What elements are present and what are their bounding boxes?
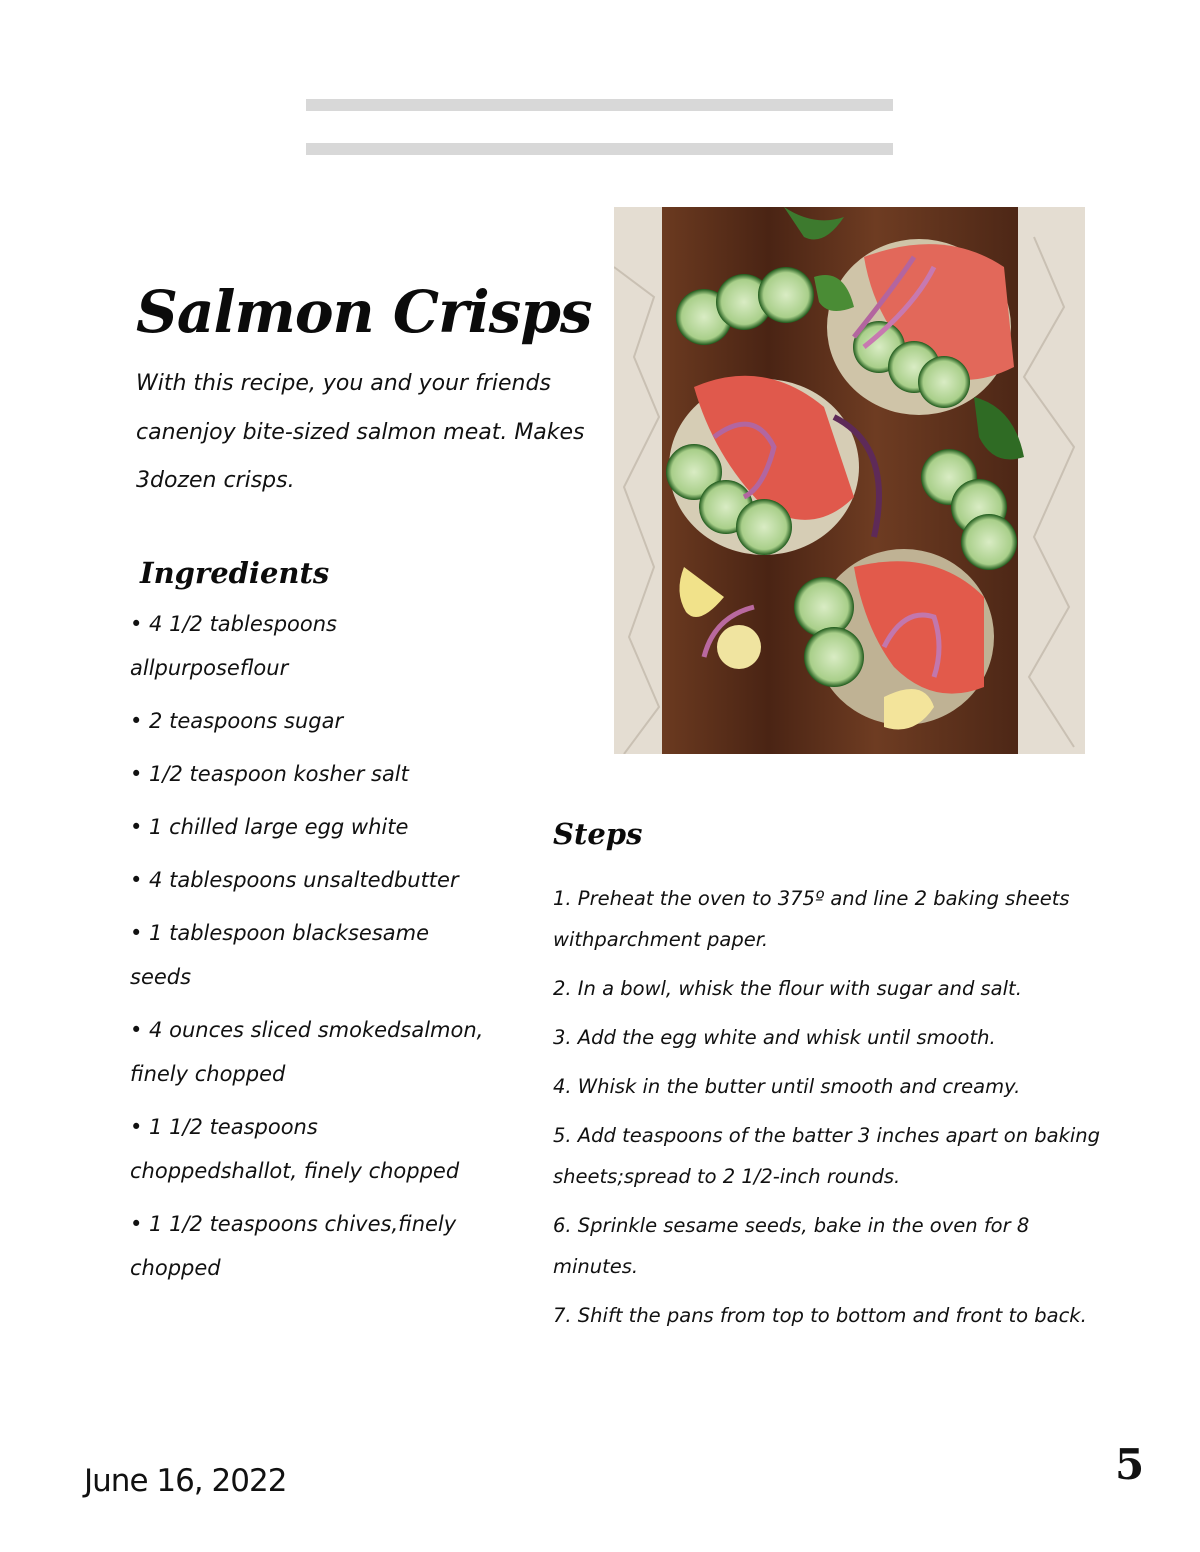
ingredients-heading: Ingredients xyxy=(140,556,330,590)
ingredient-item: • 1/2 teaspoon kosher salt xyxy=(130,762,409,786)
ingredient-item: • 4 tablespoons unsaltedbutter xyxy=(130,868,459,892)
recipe-photo xyxy=(614,207,1085,754)
ingredient-item: • 4 1/2 tablespoons allpurposeflour xyxy=(130,612,337,680)
ingredient-item: • 2 teaspoons sugar xyxy=(130,709,344,733)
ingredient-item: • 4 ounces sliced smokedsalmon, finely chopped xyxy=(130,1018,484,1086)
page-number: 5 xyxy=(1115,1440,1145,1489)
step-item: 5. Add teaspoons of the batter 3 inches apart on baking sheets;spread to 2 1/2-inch rounds. xyxy=(553,1124,1101,1188)
footer-date: June 16, 2022 xyxy=(84,1463,287,1499)
recipe-title: Salmon Crisps xyxy=(136,278,592,346)
step-item: 6. Sprinkle sesame seeds, bake in the oven for 8 minutes. xyxy=(553,1214,1030,1278)
recipe-intro: With this recipe, you and your friends canenjoy bite-sized salmon meat. Makes 3dozen crisps. xyxy=(136,371,585,493)
ingredient-item: • 1 1/2 teaspoons choppedshallot, finely chopped xyxy=(130,1115,460,1183)
salmon-crisps-illustration xyxy=(614,207,1085,754)
steps-list xyxy=(553,878,1108,1344)
ingredients-list xyxy=(130,602,490,1299)
step-item: 2. In a bowl, whisk the flour with sugar and salt. xyxy=(553,977,1022,1000)
decorative-bar-bottom xyxy=(306,143,893,155)
ingredient-item: • 1 1/2 teaspoons chives,finely chopped xyxy=(130,1212,457,1280)
step-item: 4. Whisk in the butter until smooth and creamy. xyxy=(553,1075,1021,1098)
ingredient-item: • 1 tablespoon blacksesame seeds xyxy=(130,921,430,989)
ingredient-item: • 1 chilled large egg white xyxy=(130,815,409,839)
step-item: 3. Add the egg white and whisk until smooth. xyxy=(553,1026,996,1049)
decorative-bar-top xyxy=(306,99,893,111)
steps-heading: Steps xyxy=(553,817,643,851)
step-item: 7. Shift the pans from top to bottom and front to back. xyxy=(553,1304,1087,1327)
step-item: 1. Preheat the oven to 375º and line 2 baking sheets withparchment paper. xyxy=(553,887,1070,951)
